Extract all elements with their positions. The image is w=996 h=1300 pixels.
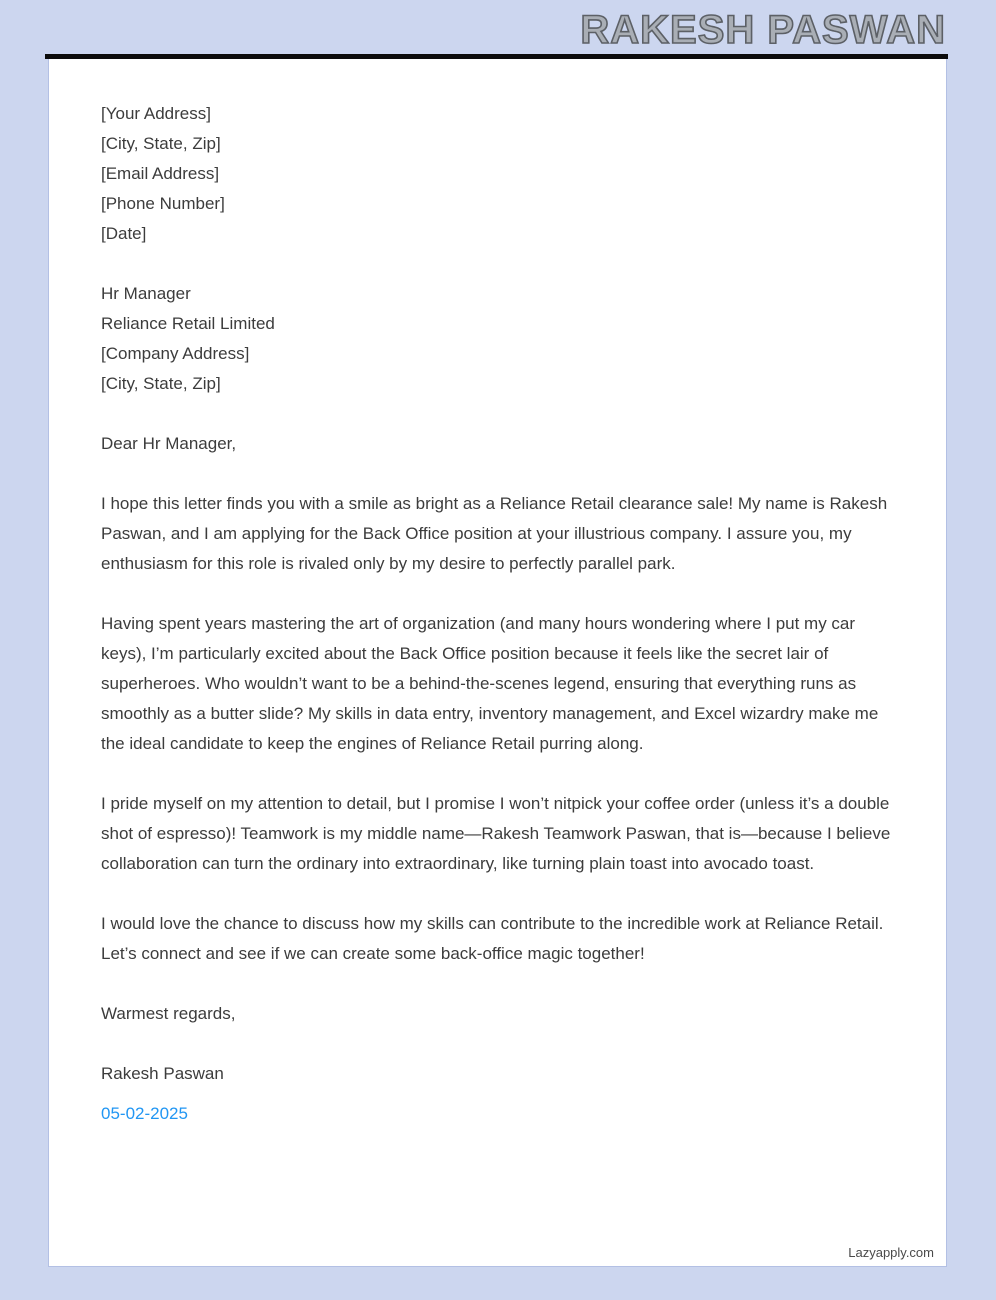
- recipient-company-line: Reliance Retail Limited: [101, 314, 275, 333]
- signature-name: Rakesh Paswan: [101, 1064, 224, 1083]
- recipient-address-block: [101, 279, 892, 399]
- salutation: Dear Hr Manager,: [101, 434, 237, 453]
- watermark-lazyapply: Lazyapply.com: [848, 1245, 934, 1260]
- sender-email-line: [Email Address]: [101, 164, 220, 183]
- body-paragraph: I would love the chance to discuss how my skills can contribute to the incredible work at Reliance Retail. Let’s connect and see if we can create some back-office magic together!: [101, 914, 884, 963]
- body-paragraph: I pride myself on my attention to detail, but I promise I won’t nitpick your coffee order (unless it’s a double shot of espresso)! Teamwork is my middle name—Rakesh Teamwork Paswan, that is—because I believe collaboration can turn the ordinary into extraordinary, like turning plain toast into avocado toast.: [101, 794, 891, 873]
- closing-line: Warmest regards,: [101, 1004, 236, 1023]
- recipient-city-line: [City, State, Zip]: [101, 374, 221, 393]
- signature-date-link[interactable]: 05-02-2025: [101, 1104, 188, 1123]
- letter-page: [48, 59, 947, 1267]
- page-title: RAKESH PASWAN: [580, 8, 946, 52]
- body-paragraph: Having spent years mastering the art of organization (and many hours wondering where I put my car keys), I’m particularly excited about the Back Office position because it feels like the secret lair of superheroes. Who wouldn’t want to be a behind-the-scenes legend, ensuring that everything runs as smoothly as a butter slide? My skills in data entry, inventory management, and Excel wizardry make me the ideal candidate to keep the engines of Reliance Retail purring along.: [101, 614, 879, 753]
- body-paragraph: I hope this letter finds you with a smile as bright as a Reliance Retail clearance sale! My name is Rakesh Paswan, and I am applying for the Back Office position at your illustrious company. I assure you, my enthusiasm for this role is rivaled only by my desire to perfectly parallel park.: [101, 494, 888, 573]
- sender-address-line: [Your Address]: [101, 104, 211, 123]
- sender-date-line: [Date]: [101, 224, 147, 243]
- sender-phone-line: [Phone Number]: [101, 194, 225, 213]
- sender-city-line: [City, State, Zip]: [101, 134, 221, 153]
- recipient-title-line: Hr Manager: [101, 284, 191, 303]
- sender-address-block: [101, 99, 892, 249]
- letter-content: [49, 59, 946, 1129]
- recipient-address-line: [Company Address]: [101, 344, 250, 363]
